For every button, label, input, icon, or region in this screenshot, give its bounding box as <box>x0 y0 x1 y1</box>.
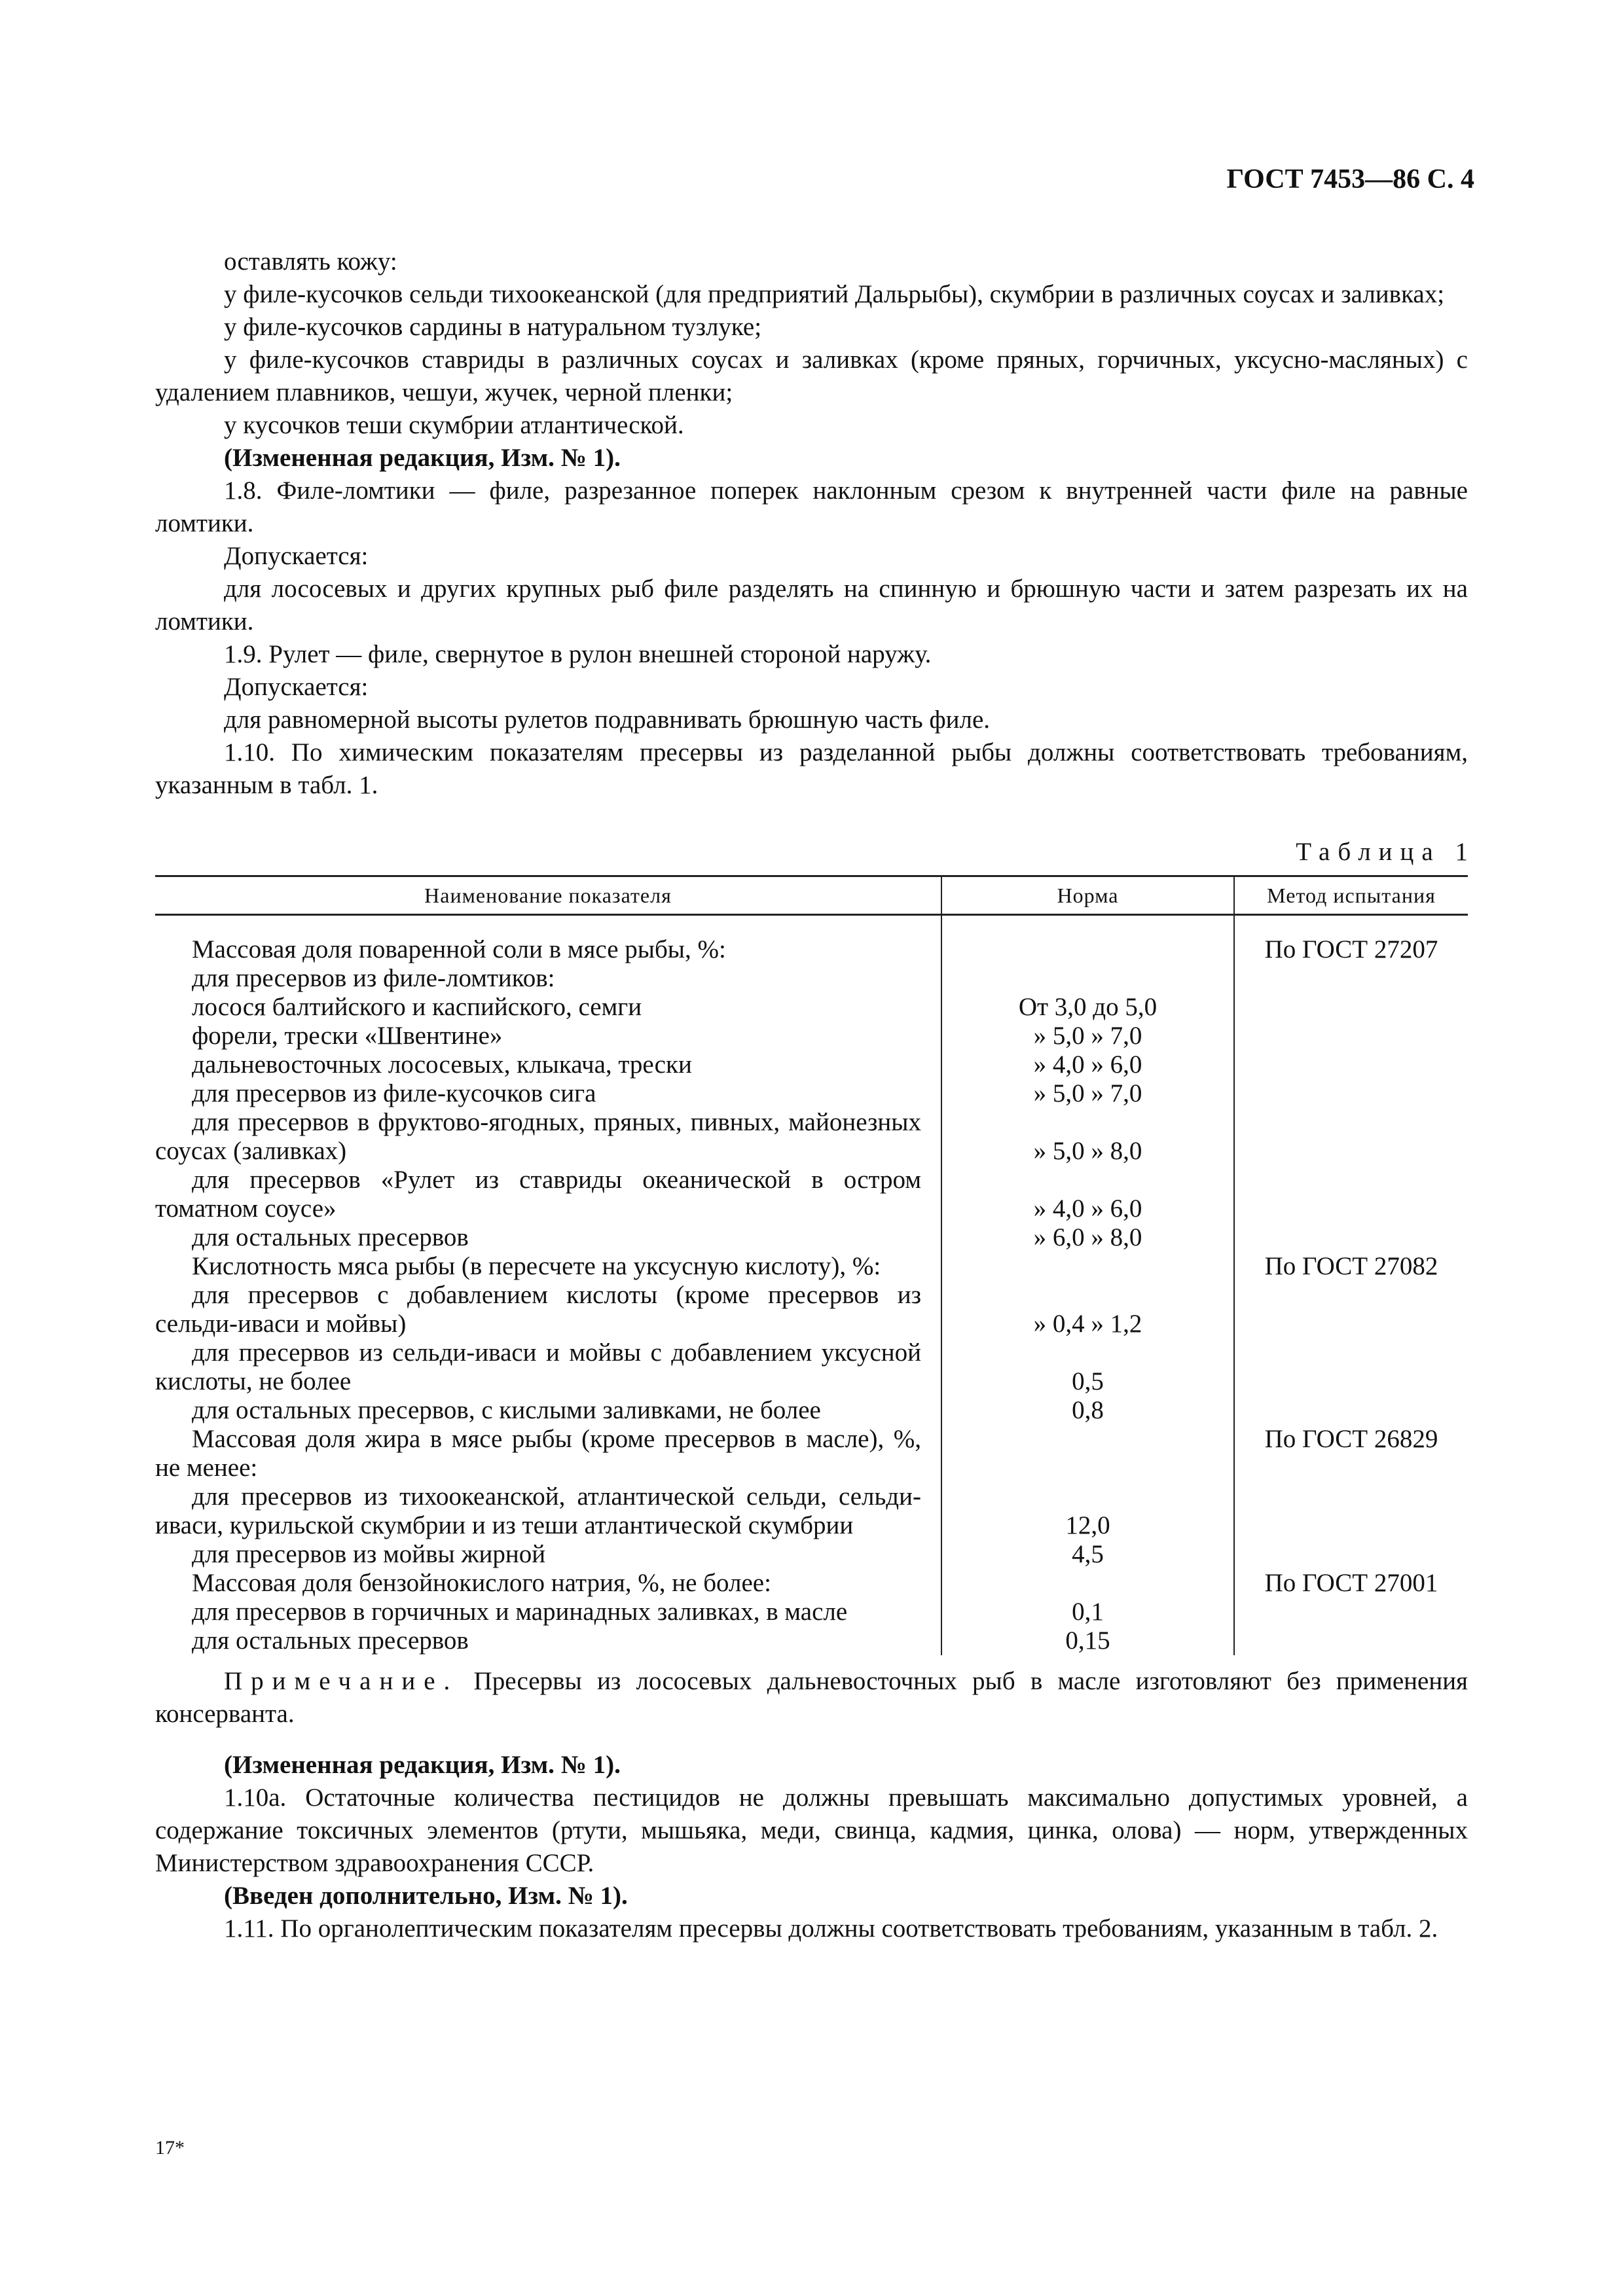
method-cell <box>1234 1626 1468 1655</box>
paragraph: у филе-кусочков ставриды в различных соусах и заливках (кроме пряных, горчичных, уксусно-масляных) с удалением плавников, чешуи, жучек, черной пленки; <box>155 346 1468 406</box>
paragraph: Допускается: <box>224 542 369 570</box>
method-cell: По ГОСТ 26829 <box>1234 1425 1468 1482</box>
paragraph: Допускается: <box>224 673 369 701</box>
norm-cell: 0,8 <box>941 1396 1234 1425</box>
norm-cell: » 4,0 » 6,0 <box>941 1050 1234 1079</box>
table-row <box>155 993 1468 1022</box>
method-cell <box>1234 1396 1468 1425</box>
amendment-note: (Измененная редакция, Изм. № 1). <box>224 1751 621 1779</box>
table-row <box>155 1022 1468 1050</box>
norm-cell: 0,1 <box>941 1598 1234 1626</box>
method-cell: По ГОСТ 27207 <box>1234 915 1468 965</box>
indicator-name-cell: Массовая доля поваренной соли в мясе рыбы, %: <box>192 935 726 963</box>
method-cell: По ГОСТ 27082 <box>1234 1252 1468 1281</box>
method-cell <box>1234 1108 1468 1166</box>
column-header-norm: Норма <box>941 876 1234 915</box>
table-row <box>155 1425 1468 1482</box>
norm-cell: » 5,0 » 7,0 <box>941 1079 1234 1108</box>
table-row <box>155 1050 1468 1079</box>
norm-cell: 0,15 <box>941 1626 1234 1655</box>
table-caption: Таблица 1 <box>1296 838 1476 866</box>
indicator-name-cell: для пресервов в горчичных и маринадных заливках, в масле <box>192 1598 848 1626</box>
method-cell <box>1234 1223 1468 1252</box>
note-text: Пресервы из лососевых дальневосточных рыб в масле изготовляют без применения консерванта. <box>155 1667 1468 1728</box>
document-body <box>155 245 1476 1945</box>
indicator-name-cell: для пресервов с добавлением кислоты (кроме пресервов из сельди-иваси и мойвы) <box>155 1281 921 1338</box>
indicator-name-cell: для пресервов в фруктово-ягодных, пряных, пивных, майонезных соусах (заливках) <box>155 1108 921 1165</box>
table-note <box>155 1665 1468 1731</box>
amendment-note: (Введен дополнительно, Изм. № 1). <box>224 1882 628 1910</box>
paragraph: у филе-кусочков сардины в натуральном тузлуке; <box>224 313 762 341</box>
paragraph: у филе-кусочков сельди тихоокеанской (для предприятий Дальрыбы), скумбрии в различных соусах и заливках; <box>224 280 1445 308</box>
table-row <box>155 1338 1468 1396</box>
indicator-name-cell: дальневосточных лососевых, клыкача, трески <box>192 1050 692 1079</box>
table-row <box>155 1079 1468 1108</box>
indicator-name-cell: для пресервов «Рулет из ставриды океанической в остром томатном соусе» <box>155 1166 921 1223</box>
paragraph: для равномерной высоты рулетов подравнивать брюшную часть филе. <box>224 706 991 734</box>
method-cell <box>1234 1050 1468 1079</box>
indicator-name-cell: форели, трески «Швентине» <box>192 1022 503 1050</box>
table-row <box>155 1108 1468 1166</box>
indicator-name-cell: для остальных пресервов <box>192 1626 469 1655</box>
norm-cell <box>941 1425 1234 1482</box>
indicator-name-cell: для пресервов из тихоокеанской, атлантической сельди, сельди-иваси, курильской скумбрии и из теши атлантической скумбрии <box>155 1482 921 1539</box>
indicators-table <box>155 875 1468 1655</box>
footer-mark: 17* <box>155 2137 185 2159</box>
norm-cell: 12,0 <box>941 1482 1234 1540</box>
norm-cell: 4,5 <box>941 1540 1234 1569</box>
note-label: Примечание. <box>224 1667 459 1695</box>
table-row <box>155 1540 1468 1569</box>
paragraph: 1.10. По химическим показателям пресервы из разделанной рыбы должны соответствовать требованиям, указанным в табл. 1. <box>155 738 1468 799</box>
table-row <box>155 1396 1468 1425</box>
norm-cell: » 5,0 » 8,0 <box>941 1108 1234 1166</box>
indicator-name-cell: лосося балтийского и каспийского, семги <box>192 993 642 1021</box>
table-row <box>155 915 1468 965</box>
indicator-name-cell: для остальных пресервов, с кислыми заливками, не более <box>192 1396 821 1424</box>
indicator-name-cell: для пресервов из мойвы жирной <box>192 1540 546 1568</box>
indicator-name-cell: Массовая доля жира в мясе рыбы (кроме пресервов в масле), %, не менее: <box>155 1425 921 1482</box>
table-row <box>155 1166 1468 1223</box>
table-row <box>155 1281 1468 1338</box>
method-cell <box>1234 1482 1468 1540</box>
paragraph: оставлять кожу: <box>224 247 397 276</box>
paragraph: у кусочков теши скумбрии атлантической. <box>224 411 684 439</box>
indicator-name-cell: Кислотность мяса рыбы (в пересчете на уксусную кислоту), %: <box>192 1252 881 1280</box>
method-cell: По ГОСТ 27001 <box>1234 1569 1468 1598</box>
indicator-name-cell: для остальных пресервов <box>192 1223 469 1251</box>
table-row <box>155 1569 1468 1598</box>
paragraph: 1.9. Рулет — филе, свернутое в рулон внешней стороной наружу. <box>224 640 932 668</box>
norm-cell <box>941 915 1234 965</box>
page-header: ГОСТ 7453—86 С. 4 <box>1226 164 1474 194</box>
column-header-name: Наименование показателя <box>424 884 672 907</box>
indicator-name-cell: для пресервов из сельди-иваси и мойвы с добавлением уксусной кислоты, не более <box>155 1338 921 1395</box>
norm-cell: 0,5 <box>941 1338 1234 1396</box>
method-cell <box>1234 964 1468 993</box>
table-row <box>155 1223 1468 1252</box>
norm-cell <box>941 964 1234 993</box>
norm-cell: От 3,0 до 5,0 <box>941 993 1234 1022</box>
norm-cell: » 4,0 » 6,0 <box>941 1166 1234 1223</box>
table-row <box>155 1598 1468 1626</box>
method-cell <box>1234 1022 1468 1050</box>
paragraph: 1.11. По органолептическим показателям пресервы должны соответствовать требованиям, указанным в табл. 2. <box>224 1914 1438 1943</box>
method-cell <box>1234 1540 1468 1569</box>
table-body <box>155 915 1468 1656</box>
method-cell <box>1234 1079 1468 1108</box>
method-cell <box>1234 1338 1468 1396</box>
table-row <box>155 1626 1468 1655</box>
table-row <box>155 1252 1468 1281</box>
indicator-name-cell: для пресервов из филе-ломтиков: <box>192 964 555 992</box>
norm-cell: » 6,0 » 8,0 <box>941 1223 1234 1252</box>
norm-cell: » 0,4 » 1,2 <box>941 1281 1234 1338</box>
table-row <box>155 1482 1468 1540</box>
paragraph: 1.10а. Остаточные количества пестицидов не должны превышать максимально допустимых уровней, а содержание токсичных элементов (ртути, мышьяка, меди, свинца, кадмия, цинка, олова) — норм, утвержденных Министерством здравоохранения СССР. <box>155 1784 1468 1877</box>
method-cell <box>1234 1281 1468 1338</box>
method-cell <box>1234 1166 1468 1223</box>
norm-cell <box>941 1252 1234 1281</box>
indicator-name-cell: Массовая доля бензойнокислого натрия, %, не более: <box>192 1569 771 1597</box>
amendment-note: (Измененная редакция, Изм. № 1). <box>224 444 621 472</box>
norm-cell: » 5,0 » 7,0 <box>941 1022 1234 1050</box>
norm-cell <box>941 1569 1234 1598</box>
indicator-name-cell: для пресервов из филе-кусочков сига <box>192 1079 596 1107</box>
column-header-method: Метод испытания <box>1234 876 1468 915</box>
table-row <box>155 964 1468 993</box>
paragraph: для лососевых и других крупных рыб филе разделять на спинную и брюшную части и затем разрезать их на ломтики. <box>155 575 1468 636</box>
method-cell <box>1234 993 1468 1022</box>
method-cell <box>1234 1598 1468 1626</box>
table-header-row <box>155 876 1468 915</box>
paragraph: 1.8. Филе-ломтики — филе, разрезанное поперек наклонным срезом к внутренней части филе на равные ломтики. <box>155 476 1468 537</box>
